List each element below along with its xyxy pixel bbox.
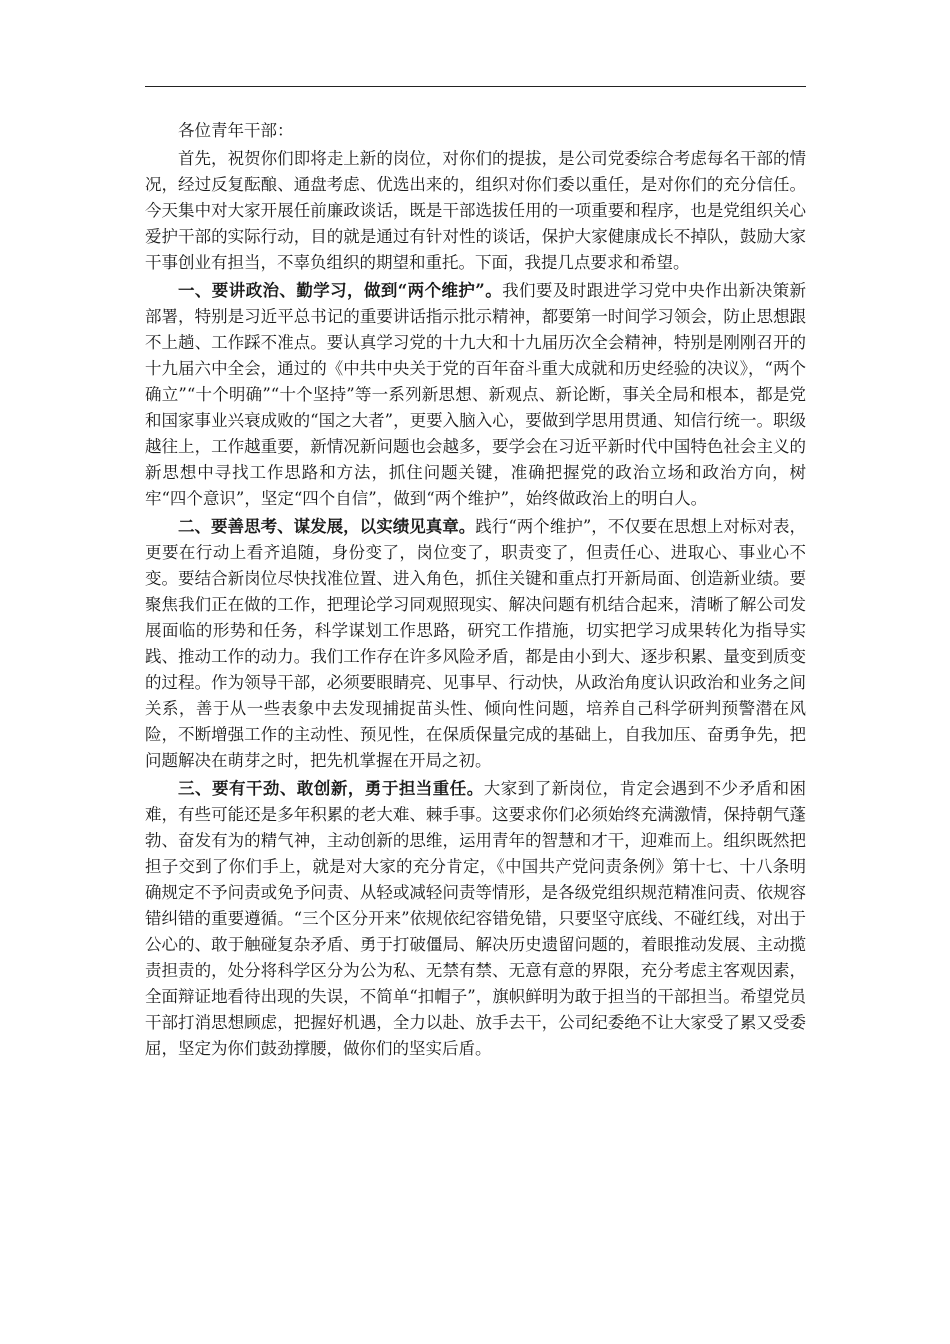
section-body-3: 大家到了新岗位，肯定会遇到不少矛盾和困难，有些可能还是多年积累的老大难、棘手事。这要求你们必须始终充满激情，保持朝气蓬勃、奋发有为的精气神，主动创新的思维，运用青年的智慧和才干，迎难而上。组织既然把担子交到了你们手上，就是对大家的充分肯定，《中国共产党问责条例》第十七、十八条明确规定不予问责或免予问责、从轻或减轻问责等情形，是各级党组织规范精准问责、依规容错纠错的重要遵循。“三个区分开来”依规依纪容错免错，只要坚守底线、不碰红线，对出于公心的、敢于触碰复杂矛盾、勇于打破僵局、解决历史遗留问题的，着眼推动发展、主动揽责担责的，处分将科学区分为公为私、无禁有禁、无意有意的界限，充分考虑主客观因素，全面辩证地看待出现的失误，不简单“扣帽子”，旗帜鲜明为敢于担当的干部担当。希望党员干部打消思想顾虑，把握好机遇，全力以赴、放手去干，公司纪委绝不让大家受了累又受委屈，坚定为你们鼓劲撑腰，做你们的坚实后盾。 bbox=[145, 779, 807, 1058]
header-rule bbox=[145, 86, 806, 87]
section-heading-2: 二、要善思考、谋发展，以实绩见真章。 bbox=[178, 517, 476, 536]
section-body-2: 践行“两个维护”，不仅要在思想上对标对表，更要在行动上看齐追随，身份变了，岗位变了，职责变了，但责任心、进取心、事业心不变。要结合新岗位尽快找准位置、进入角色，抓住关键和重点打开新局面、创造新业绩。要聚焦我们正在做的工作，把理论学习同观照现实、解决问题有机结合起来，清晰了解公司发展面临的形势和任务，科学谋划工作思路，研究工作措施，切实把学习成果转化为指导实践、推动工作的动力。我们工作存在许多风险矛盾，都是由小到大、逐步积累、量变到质变的过程。作为领导干部，必须要眼睛亮、见事早、行动快，从政治角度认识政治和业务之间关系，善于从一些表象中去发现捕捉苗头性、倾向性问题，培养自己科学研判预警潜在风险，不断增强工作的主动性、预见性，在保质保量完成的基础上，自我加压、奋勇争先，把问题解决在萌芽之时，把先机掌握在开局之初。 bbox=[145, 517, 806, 770]
salutation: 各位青年干部： bbox=[178, 121, 294, 140]
section-heading-1: 一、要讲政治、勤学习，做到“两个维护”。 bbox=[178, 281, 503, 300]
document-body bbox=[145, 118, 806, 1062]
section-heading-3: 三、要有干劲、敢创新，勇于担当重任。 bbox=[178, 779, 484, 798]
section-paragraph-2 bbox=[145, 514, 806, 774]
section-paragraph-3 bbox=[145, 776, 806, 1062]
section-body-1: 我们要及时跟进学习党中央作出新决策新部署，特别是习近平总书记的重要讲话指示批示精神，都要第一时间学习领会，防止思想跟不上趟、工作踩不准点。要认真学习党的十九大和十九届历次全会精神，特别是刚刚召开的十九届六中全会，通过的《中共中央关于党的百年奋斗重大成就和历史经验的决议》，“两个确立”“十个明确”“十个坚持”等一系列新思想、新观点、新论断，事关全局和根本，都是党和国家事业兴衰成败的“国之大者”，更要入脑入心，要做到学思用贯通、知信行统一。职级越往上，工作越重要，新情况新问题也会越多，要学会在习近平新时代中国特色社会主义的新思想中寻找工作思路和方法，抓住问题关键，准确把握党的政治立场和政治方向，树牢“四个意识”，坚定“四个自信”，做到“两个维护”，始终做政治上的明白人。 bbox=[145, 281, 807, 508]
intro-paragraph: 首先，祝贺你们即将走上新的岗位，对你们的提拔，是公司党委综合考虑每名干部的情况，经过反复酝酿、通盘考虑、优选出来的，组织对你们委以重任，是对你们的充分信任。今天集中对大家开展任前廉政谈话，既是干部选拔任用的一项重要和程序，也是党组织关心爱护干部的实际行动，目的就是通过有针对性的谈话，保护大家健康成长不掉队，鼓励大家干事创业有担当，不辜负组织的期望和重托。下面，我提几点要求和希望。 bbox=[145, 149, 806, 272]
section-paragraph-1 bbox=[145, 278, 806, 512]
